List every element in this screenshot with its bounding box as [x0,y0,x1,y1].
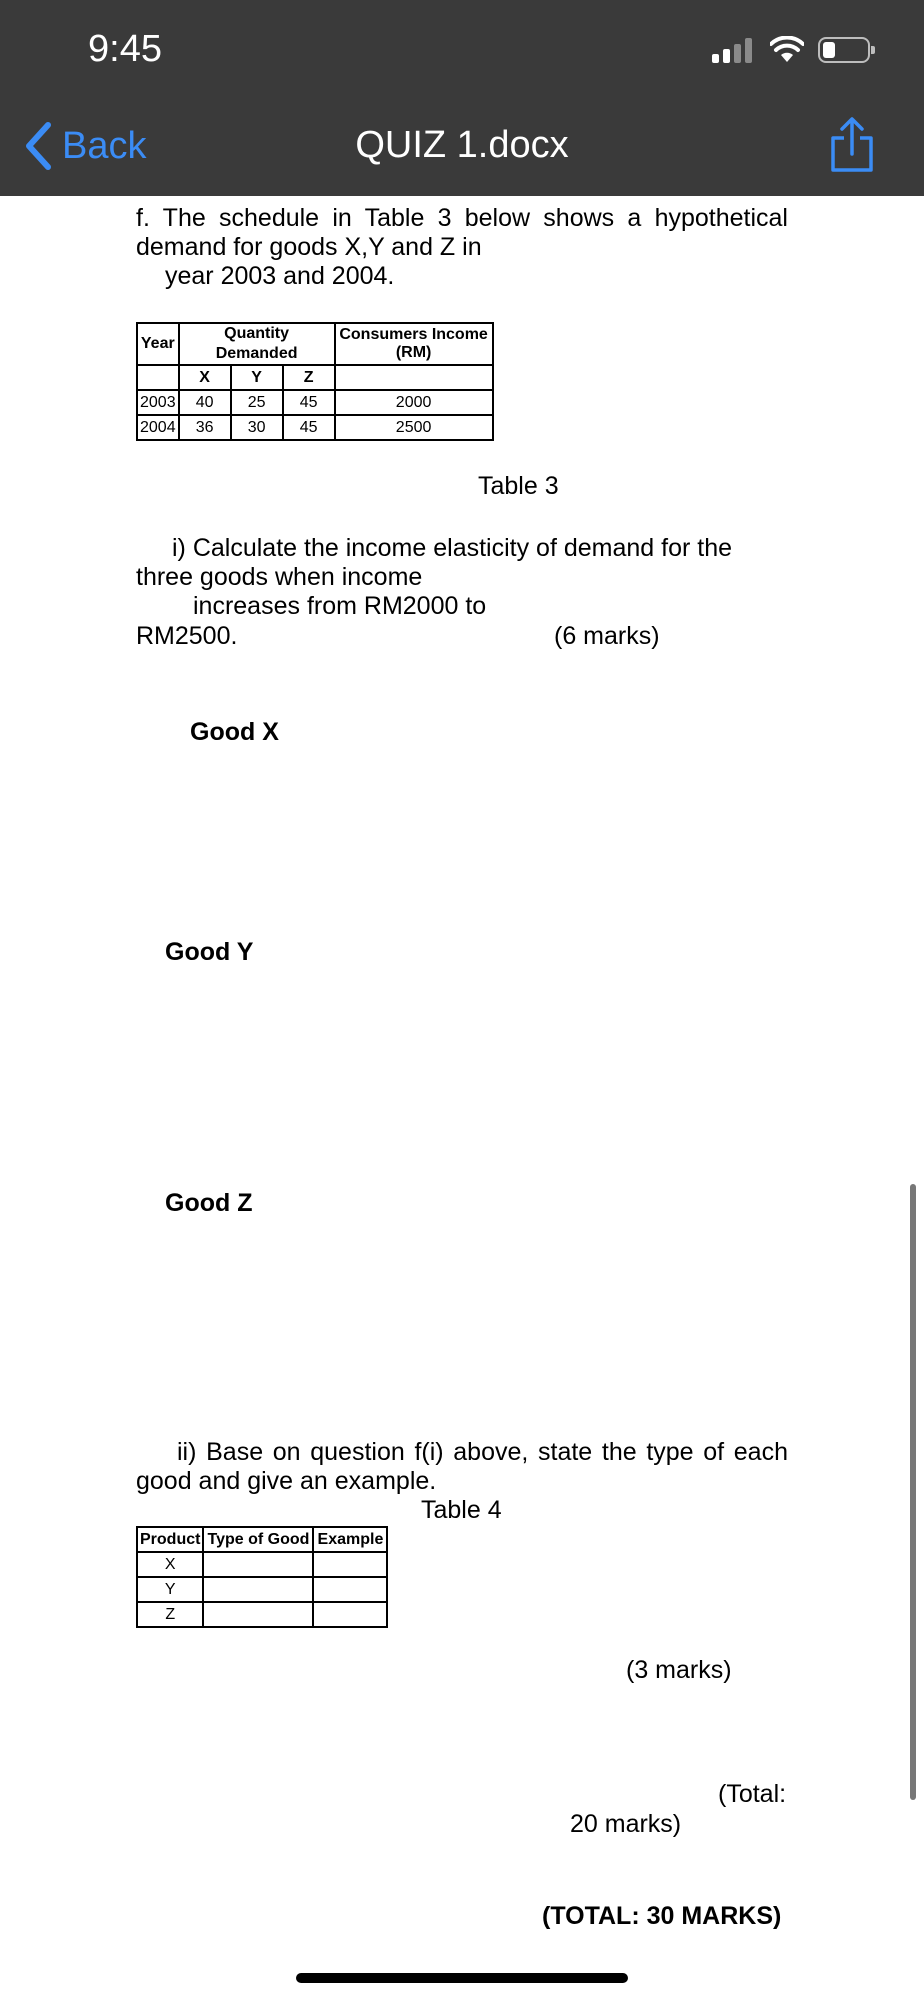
wifi-icon [770,36,804,64]
good-y-label: Good Y [165,938,254,966]
total-line1: (Total: [718,1780,787,1808]
question-i-line3: increases from RM2000 to [193,592,487,620]
table-3 [136,322,494,441]
table4-header-example: Example [313,1527,387,1552]
table3-sub-x: X [179,365,231,390]
table-4 [136,1526,388,1628]
question-i-line2: three goods when income [136,563,423,591]
total-line2: 20 marks) [570,1810,682,1838]
question-i-marks: (6 marks) [554,622,660,650]
table3-sub-z: Z [283,365,335,390]
scrollbar[interactable] [910,1184,916,1800]
table-row: Z [137,1602,387,1627]
question-f-line1: f. The schedule in Table 3 below shows a hypothetical [136,204,788,232]
table-row: X [137,1552,387,1577]
question-ii-line1: ii) Base on question f(i) above, state the type of each [177,1438,788,1466]
table4-caption: Table 4 [421,1496,502,1524]
table3-caption: Table 3 [478,472,559,500]
table3-sub-y: Y [231,365,283,390]
status-time: 9:45 [88,28,162,70]
question-f-line2: demand for goods X,Y and Z in [136,233,482,261]
home-indicator[interactable] [296,1973,628,1983]
question-ii-marks: (3 marks) [626,1656,732,1684]
grand-total: (TOTAL: 30 MARKS) [542,1902,782,1930]
document-title: QUIZ 1.docx [355,124,569,166]
question-f-line3: year 2003 and 2004. [165,262,395,290]
good-z-label: Good Z [165,1189,253,1217]
table-row: Y [137,1577,387,1602]
table3-header-year: Year [137,323,179,365]
cellular-signal-icon [712,37,754,63]
table4-header-type: Type of Good [203,1527,313,1552]
battery-icon [818,37,870,63]
back-label: Back [62,124,147,167]
table3-header-quantity: Quantity Demanded [179,323,335,365]
table3-header-income: Consumers Income (RM) [335,323,493,365]
table-row: 2003 40 25 45 2000 [137,390,493,415]
question-i-line4: RM2500. [136,622,238,650]
table4-header-product: Product [137,1527,203,1552]
question-ii-line2: good and give an example. [136,1467,437,1495]
share-icon[interactable] [828,116,876,174]
question-i-line1: i) Calculate the income elasticity of demand for the [172,534,732,562]
table-row: 2004 36 30 45 2500 [137,415,493,440]
top-bar [0,0,924,196]
good-x-label: Good X [190,718,279,746]
